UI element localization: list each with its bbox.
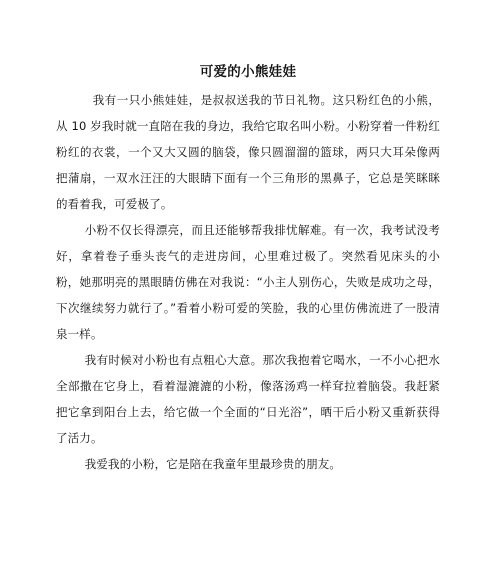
paragraph-3: 我有时候对小粉也有点粗心大意。那次我抱着它喝水，一不小心把水全部撒在它身上，看着湿漉漉的小粉，像落汤鸡一样耷拉着脑袋。我赶紧把它拿到阳台上去，给它做一个全面的“日光浴”，晒干后小粉又重新获得了活力。: [56, 353, 440, 445]
paragraph-4: 我爱我的小粉，它是陪在我童年里最珍贵的朋友。: [84, 457, 342, 471]
paragraph-2: 小粉不仅长得漂亮，而且还能够帮我排忧解难。有一次，我考试没考好，拿着卷子垂头丧气的走进房间，心里难过极了。突然看见床头的小粉，她那明亮的黑眼睛仿佛在对我说：“小主人别伤心，失败是成功之母，下次继续努力就行了。”看着小粉可爱的笑脸，我的心里仿佛流进了一股清泉一样。: [56, 223, 440, 341]
document-title: 可爱的小熊娃娃: [199, 64, 297, 80]
paragraph-1: 我有一只小熊娃娃，是叔叔送我的节日礼物。这只粉红色的小熊，从 10 岁我时就一直陪在我的身边，我给它取名叫小粉。小粉穿着一件粉红粉红的衣裳，一个又大又圆的脑袋，像只圆溜溜的篮球，两只大耳朵像两把蒲扇，一双水汪汪的大眼睛下面有一个三角形的黑鼻子，它总是笑眯眯的看着我，可爱极了。: [56, 93, 440, 211]
document-page: [56, 62, 440, 477]
